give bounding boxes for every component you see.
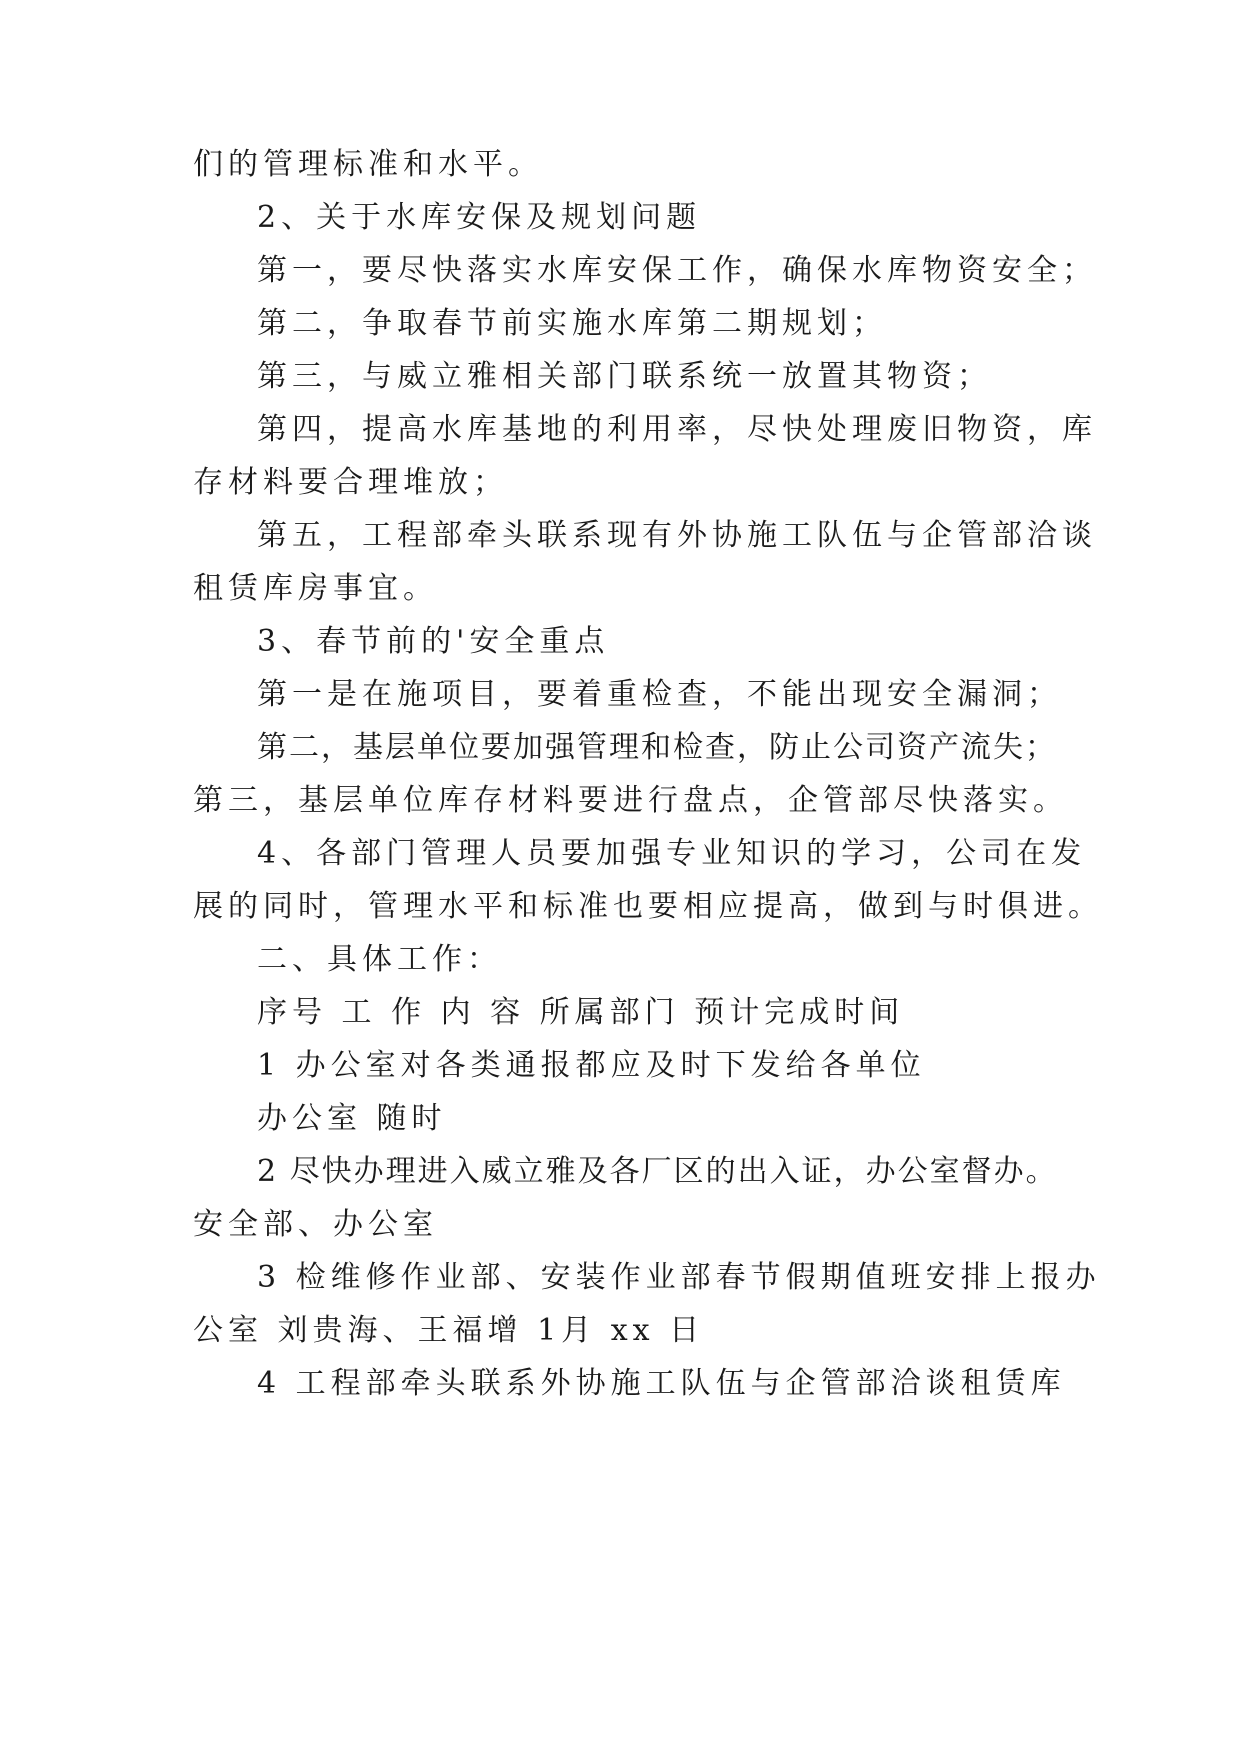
section-heading: 4、各部门管理人员要加强专业知识的学习，公司在发: [257, 836, 1087, 871]
list-item: 2 尽快办理进入威立雅及各厂区的出入证，办公室督办。: [257, 1154, 1058, 1189]
section-heading: 3、春节前的'安全重点: [257, 624, 610, 659]
paragraph-line: 第三，基层单位库存材料要进行盘点，企管部尽快落实。: [193, 783, 1068, 818]
section-heading: 二、具体工作：: [257, 942, 502, 977]
list-item: 公室 刘贵海、王福增 1月 xx 日: [193, 1313, 705, 1348]
list-item: 4 工程部牵头联系外协施工队伍与企管部洽谈租赁库: [257, 1366, 1066, 1401]
list-item: 1 办公室对各类通报都应及时下发给各单位: [257, 1048, 926, 1083]
paragraph-line: 展的同时，管理水平和标准也要相应提高，做到与时俱进。: [193, 889, 1103, 924]
list-item: 办公室 随时: [257, 1101, 447, 1136]
paragraph-line: 第二，争取春节前实施水库第二期规划；: [257, 306, 887, 341]
paragraph-line: 第三，与威立雅相关部门联系统一放置其物资；: [257, 359, 992, 394]
list-item: 3 检维修作业部、安装作业部春节假期值班安排上报办: [257, 1260, 1101, 1295]
paragraph-line: 第五，工程部牵头联系现有外协施工队伍与企管部洽谈: [257, 518, 1097, 553]
paragraph-line: 租赁库房事宜。: [193, 571, 438, 606]
paragraph-line: 存材料要合理堆放；: [193, 465, 508, 500]
paragraph-line: 第四，提高水库基地的利用率，尽快处理废旧物资，库: [257, 412, 1097, 447]
section-heading: 2、关于水库安保及规划问题: [257, 200, 702, 235]
paragraph-line: 第一，要尽快落实水库安保工作，确保水库物资安全；: [257, 253, 1097, 288]
paragraph-line: 第二，基层单位要加强管理和检查，防止公司资产流失；: [257, 730, 1057, 765]
paragraph-line: 们的管理标准和水平。: [193, 147, 543, 182]
table-header-line: 序号 工 作 内 容 所属部门 预计完成时间: [257, 995, 905, 1030]
list-item: 安全部、办公室: [193, 1207, 438, 1242]
paragraph-line: 第一是在施项目，要着重检查，不能出现安全漏洞；: [257, 677, 1062, 712]
